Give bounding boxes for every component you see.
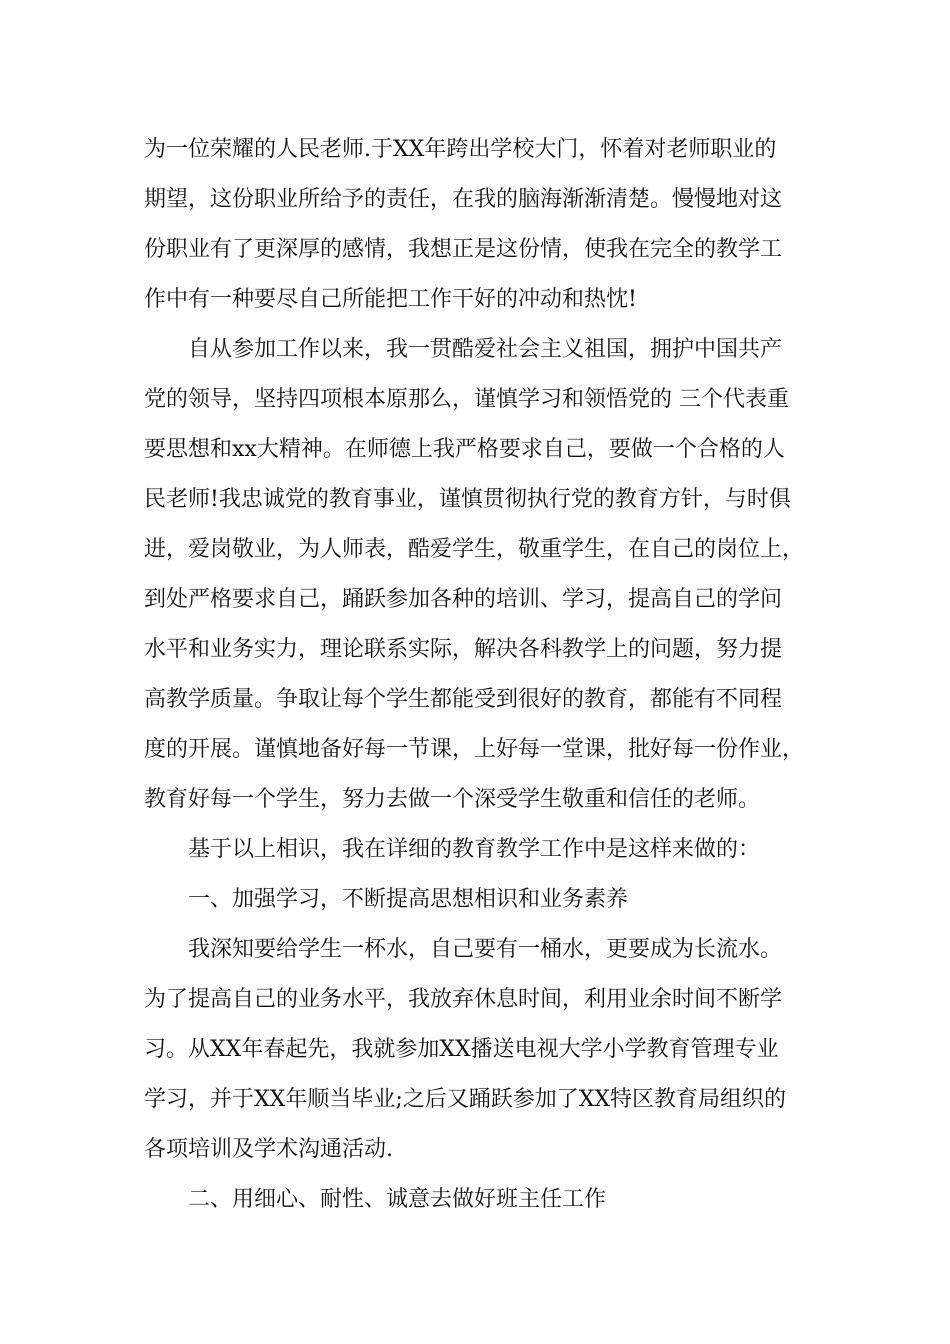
text-line: 习。从XX年春起先，我就参加XX播送电视大学小学教育管理专业 (144, 1037, 779, 1062)
section-heading: 二、用细心、耐性、诚意去做好班主任工作 (188, 1187, 607, 1212)
text-line: 为一位荣耀的人民老师.于XX年跨出学校大门，怀着对老师职业的 (144, 137, 777, 162)
text-line: 到处严格要求自己，踊跃参加各种的培训、学习，提高自己的学问 (144, 587, 783, 612)
text-line: 作中有一种要尽自己所能把工作干好的冲动和热忱! (144, 287, 637, 312)
text-line: 教育好每一个学生，努力去做一个深受学生敬重和信任的老师。 (144, 787, 761, 812)
text-line: 水平和业务实力，理论联系实际，解决各科教学上的问题，努力提 (144, 637, 783, 662)
text-line: 高教学质量。争取让每个学生都能受到很好的教育，都能有不同程 (144, 687, 783, 712)
text-line: 学习，并于XX年顺当毕业;之后又踊跃参加了XX特区教育局组织的 (144, 1087, 787, 1112)
text-line: 期望，这份职业所给予的责任，在我的脑海渐渐清楚。慢慢地对这 (144, 187, 783, 212)
text-line: 度的开展。谨慎地备好每一节课，上好每一堂课，批好每一份作业， (144, 737, 805, 762)
text-line: 基于以上相识，我在详细的教育教学工作中是这样来做的： (188, 837, 761, 862)
text-line: 份职业有了更深厚的感情，我想正是这份情，使我在完全的教学工 (144, 237, 783, 262)
text-line: 我深知要给学生一杯水，自己要有一桶水，更要成为长流水。 (188, 937, 783, 962)
section-heading: 一、加强学习，不断提高思想相识和业务素养 (188, 887, 629, 912)
text-line: 进，爱岗敬业，为人师表，酷爱学生，敬重学生，在自己的岗位上， (144, 537, 805, 562)
text-line: 为了提高自己的业务水平，我放弃休息时间，利用业余时间不断学 (144, 987, 783, 1012)
text-line: 各项培训及学术沟通活动. (144, 1137, 393, 1162)
text-line: 党的领导，坚持四项根本原那么，谨慎学习和领悟党的 三个代表重 (144, 387, 789, 412)
text-line: 民老师!我忠诚党的教育事业，谨慎贯彻执行党的教育方针，与时俱 (144, 487, 791, 512)
text-line: 自从参加工作以来，我一贯酷爱社会主义祖国，拥护中国共产 (188, 337, 783, 362)
text-line: 要思想和xx大精神。在师德上我严格要求自己，要做一个合格的人 (144, 437, 785, 462)
